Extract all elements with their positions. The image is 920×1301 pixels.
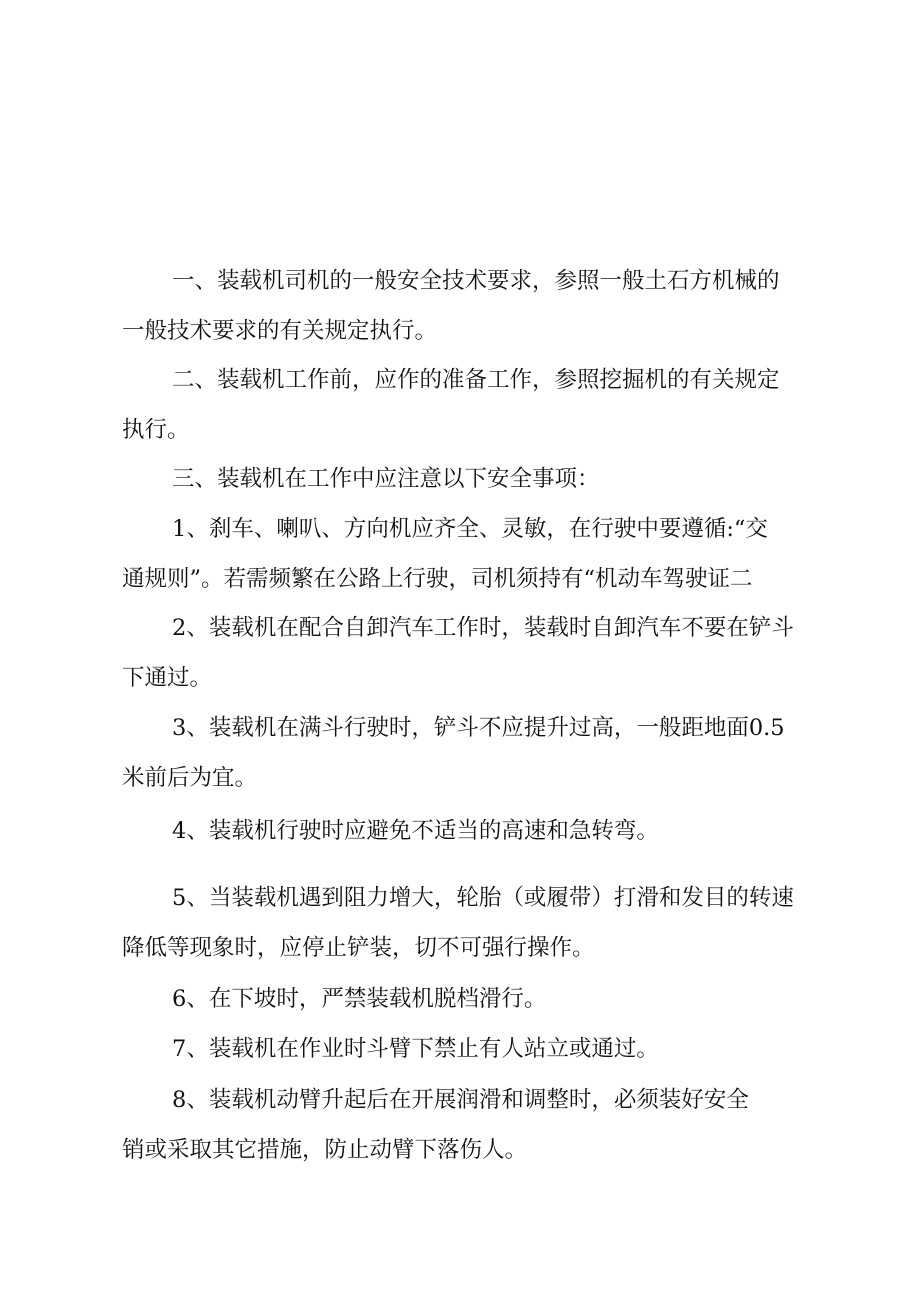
paragraph-line: 5、当装载机遇到阻力增大，轮胎（或履带）打滑和发目的转速	[172, 885, 794, 911]
paragraph-1	[122, 256, 812, 356]
paragraph-line: 4、装载机行驶时应避免不适当的高速和急转弯。	[172, 818, 659, 844]
paragraph-line: 通规则”。若需频繁在公路上行驶，司机须持有“机动车驾驶证二	[122, 566, 753, 592]
paragraph-line: 米前后为宜。	[122, 765, 258, 791]
paragraph-line: 2、装载机在配合自卸汽车工作时，装载时自卸汽车不要在铲斗	[172, 615, 794, 641]
paragraph-line: 3、装载机在满斗行驶时，铲斗不应提升过高，一般距地面0.5	[172, 715, 785, 741]
paragraph-4	[122, 504, 812, 604]
paragraph-9	[122, 974, 812, 1024]
paragraph-line: 一般技术要求的有关规定执行。	[122, 318, 438, 344]
paragraph-line: 6、在下坡时，严禁装载机脱档滑行。	[172, 986, 547, 1012]
paragraph-5	[122, 603, 812, 703]
paragraph-line: 8、装载机动臂升起后在开展润滑和调整时，必须装好安全	[172, 1087, 749, 1113]
paragraph-2	[122, 355, 812, 455]
paragraph-7	[122, 806, 812, 856]
paragraph-line: 三、装载机在工作中应注意以下安全事项：	[172, 466, 600, 492]
paragraph-line: 1、刹车、喇叭、方向机应齐全、灵敏，在行驶中要遵循:“交	[172, 516, 768, 542]
paragraph-line: 7、装载机在作业时斗臂下禁止有人站立或通过。	[172, 1036, 659, 1062]
paragraph-line: 下通过。	[122, 665, 213, 691]
paragraph-6	[122, 703, 812, 803]
paragraph-8	[122, 873, 812, 973]
paragraph-line: 降低等现象时，应停止铲装，切不可强行操作。	[122, 935, 595, 961]
paragraph-line: 执行。	[122, 417, 190, 443]
paragraph-3	[122, 454, 812, 504]
paragraph-10	[122, 1024, 812, 1074]
paragraph-line: 二、装载机工作前，应作的准备工作，参照挖掘机的有关规定	[172, 367, 780, 393]
paragraph-11	[122, 1075, 812, 1175]
paragraph-line: 销或采取其它措施，防止动臂下落伤人。	[122, 1137, 528, 1163]
paragraph-line: 一、装载机司机的一般安全技术要求，参照一般土石方机械的	[172, 268, 780, 294]
